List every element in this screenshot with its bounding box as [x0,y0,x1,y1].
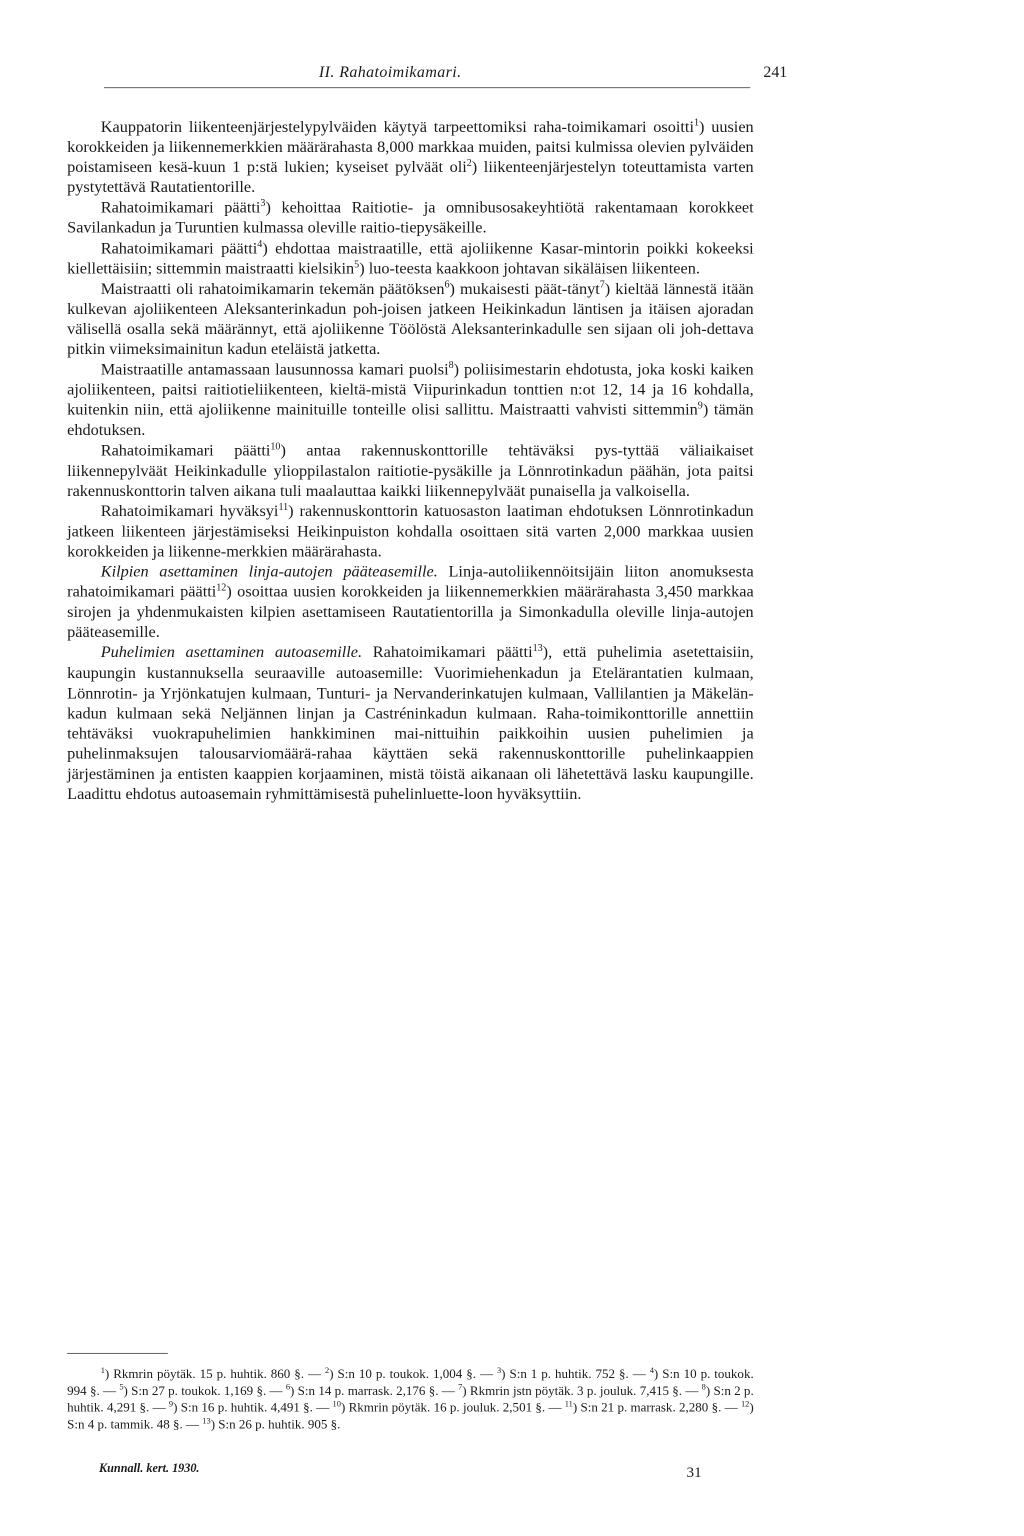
text-run: ) Rkmrin jstn pöytäk. 3 p. jouluk. 7,415 §. — [462,1384,702,1399]
text-run: Rahatoimikamari päätti [362,644,533,662]
paragraph [67,562,754,643]
footnote-marker: 2 [325,1366,330,1376]
footnote-marker: 5 [354,257,360,270]
text-run: ) S:n 2 p. huhtik. 4,291 §. — [67,1384,754,1416]
text-run: Rahatoimikamari päätti [100,239,258,258]
footnote-marker: 6 [444,278,450,290]
text-run: ) S:n 1 p. huhtik. 752 §. — [501,1367,650,1382]
text-run: Rahatoimikamari päätti [100,199,261,217]
paragraph [67,279,754,360]
footnote-marker: 3 [496,1366,502,1376]
text-run: Maistraatille antamassaan lausunnossa kamari puolsi [100,361,449,379]
footnote-marker: 8 [448,358,454,371]
footnote [67,1366,754,1433]
running-title: II. Rahatoimikamari. [318,63,462,82]
section-heading: Kilpien asettaminen linja-autojen pääteasemille. [100,563,438,581]
footnote-marker: 12 [216,581,227,594]
footnotes [67,1366,754,1433]
section-heading: Puhelimien asettaminen autoasemille. [100,644,363,662]
footnote-marker: 13 [202,1416,211,1426]
text-run: ) kehoittaa Raitiotie- ja omnibusosakeyhtiötä rakentamaan korokkeet Savilankadun ja Turuntien kulmassa oleville raitio-tiepysäkeille. [67,199,754,238]
footnote-marker: 12 [740,1399,750,1410]
text-run: ) luo-teesta kaakkoon johtavan sikäläisen liikenteen. [359,259,700,278]
text-run: ) rakennuskonttorin katuosaston laatiman ehdotuksen Lönnrotinkadun jatkeen liikenteen järjestämiseksi Heikinpuiston kohdalla osoittaen sitä varten 2,000 markkaa uusien korokkeiden ja liikenne-merkkien määrärahasta. [67,502,754,561]
text-run: ) S:n 16 p. huhtik. 4,491 §. — [173,1400,333,1416]
text-run: ) liikenteenjärjestelyn toteuttamista varten pystytettävä Rautatientorille. [67,158,754,197]
text-run: ) poliisimestarin ehdotusta, joka koski kaiken ajoliikenteen, paitsi raitiotieliikenteen, kieltä-mistä Viipurinkadun tonttien n:ot 12, 14 ja 16 kohdalla, kuitenkin niin, että ajoliikenne mainituille tonteille olisi sallittu. Maistraatti vahvisti sittemmin [67,361,754,420]
text-run: ) antaa rakennuskonttorille tehtäväksi pys-tyttää väliaikaiset liikennepylväät Heikinkadulle ylioppilastalon raitiotie-pysäkille ja Lönnrotinkadun päähän, jota paitsi rakennuskonttorin talven aikana tuli maalauttaa kaikki liikennepylväät punaisella ja valkoisella. [67,441,754,500]
text-run: ) Rkmrin pöytäk. 15 p. huhtik. 860 §. — [104,1367,326,1382]
footnote-marker: 7 [599,278,605,290]
footnote-marker: 1 [100,1366,105,1376]
footnote-marker: 13 [532,642,543,654]
text-run: Rahatoimikamari hyväksyi [100,502,279,521]
footnote-marker: 11 [278,500,289,513]
paragraph [67,239,754,279]
footnote-marker: 2 [466,156,472,169]
footnote-marker: 9 [168,1399,174,1410]
footnote-rule [67,1353,168,1354]
paragraph [67,643,754,805]
text-run: ) ehdottaa maistraatille, että ajoliikenne Kasar-mintorin poikki kokeeksi kiellettäisiin; sittemmin maistraatti kielsikin [67,239,754,278]
text-run: ) S:n 26 p. huhtik. 905 §. [210,1417,341,1432]
paragraph [67,118,754,199]
text-run: Rahatoimikamari päätti [100,441,271,460]
page-header [67,64,787,84]
footnote-marker: 4 [649,1366,654,1376]
paragraph [67,198,754,238]
text-run: ) S:n 10 p. toukok. 1,004 §. — [329,1367,497,1382]
text-run: ) S:n 4 p. tammik. 48 §. — [67,1400,754,1432]
text-run: Maistraatti oli rahatoimikamarin tekemän päätöksen [100,280,445,298]
body-text [67,118,754,806]
footnote-marker: 3 [260,197,266,209]
paragraph [67,441,754,502]
text-run: ) Rkmrin pöytäk. 16 p. jouluk. 2,501 §. — [340,1400,565,1416]
paragraph [67,502,754,563]
text-run: ) mukaisesti päät-tänyt [449,280,600,298]
header-rule [104,87,750,88]
footnote-marker: 10 [270,439,281,452]
text-run: ) uusien korokkeiden ja liikennemerkkien määrärahasta 8,000 markkaa muiden, paitsi kulmissa olevien pylväiden poistamiseen kesä-kuun 1 p:stä lukien; kyseiset pylväät oli [67,118,754,177]
footnote-marker: 6 [285,1383,291,1393]
text-run: ) osoittaa uusien korokkeiden ja liikennemerkkien määrärahasta 3,450 markkaa sirojen ja yhdenmukaisten kilpien asettamiseen Rautatientorilla ja Simonkadulla oleville linja-autojen pääteasemille. [67,583,754,642]
footnote-marker: 5 [119,1383,124,1393]
text-run: ) S:n 10 p. toukok. 994 §. — [67,1367,754,1399]
footnote-marker: 1 [693,116,700,129]
footnote-marker: 9 [697,399,703,412]
footnote-marker: 4 [257,237,263,250]
paragraph [67,360,754,441]
text-run: ) S:n 27 p. toukok. 1,169 §. — [123,1384,286,1399]
page-number: 241 [763,63,788,82]
footnote-marker: 11 [564,1399,573,1410]
text-run: ) S:n 21 p. marrask. 2,280 §. — [572,1400,741,1416]
sheet-number: 31 [686,1463,702,1481]
text-run: ) kieltää lännestä itään kulkevan ajoliikenteen Aleksanterinkadun poh-joisen jatkeen Heikinkadun läntisen ja itäisen ajoradan välisellä osalla sekä määrännyt, että ajoliikenne Töölöstä Aleksanterinkadulle sen sijaan oli joh-dettava pitkin viimeksimainitun kadun eteläistä jatketta. [67,280,754,359]
footnote-marker: 7 [458,1383,463,1393]
footnote-marker: 10 [332,1399,341,1410]
text-run: ) tämän ehdotuksen. [67,401,754,440]
text-run: Kauppatorin liikenteenjärjestelypylväiden käytyä tarpeettomiksi raha-toimikamari osoitti [100,118,694,136]
text-run: Linja-autoliikennöitsijäin liiton anomuksesta rahatoimikamari päätti [67,563,754,602]
text-run: ) S:n 14 p. marrask. 2,176 §. — [290,1384,459,1399]
footnote-marker: 8 [701,1383,706,1393]
text-run: ), että puhelimia asetettaisiin, kaupungin kustannuksella seuraaville autoasemille: Vuorimiehenkadun ja Etelärantatien kulmaan, Lönnrotin- ja Yrjönkatujen kulmaan, Tunturi- ja Nervanderinkatujen kulmaan, Vallilantien ja Mäkelän-kadun kulmaan sekä Neljännen linjan ja Castréninkadun kulmaan. Raha-toimikonttorille annettiin tehtäväksi vuokrapuhelimien hankkiminen mai-nittuihin paikkoihin uusien puhelimien ja puhelinmaksujen talousarviomäärä-rahaa käyttäen sekä rakennuskonttorille puhelinkaappien järjestäminen ja entisten kaappien korjaaminen, mistä töistä aikanaan oli lähetettävä lasku kaupungille. Laadittu ehdotus autoasemain ryhmittämisestä puhelinluette-loon hyväksyttiin. [67,644,754,804]
source-note: Kunnall. kert. 1930. [99,1462,200,1476]
